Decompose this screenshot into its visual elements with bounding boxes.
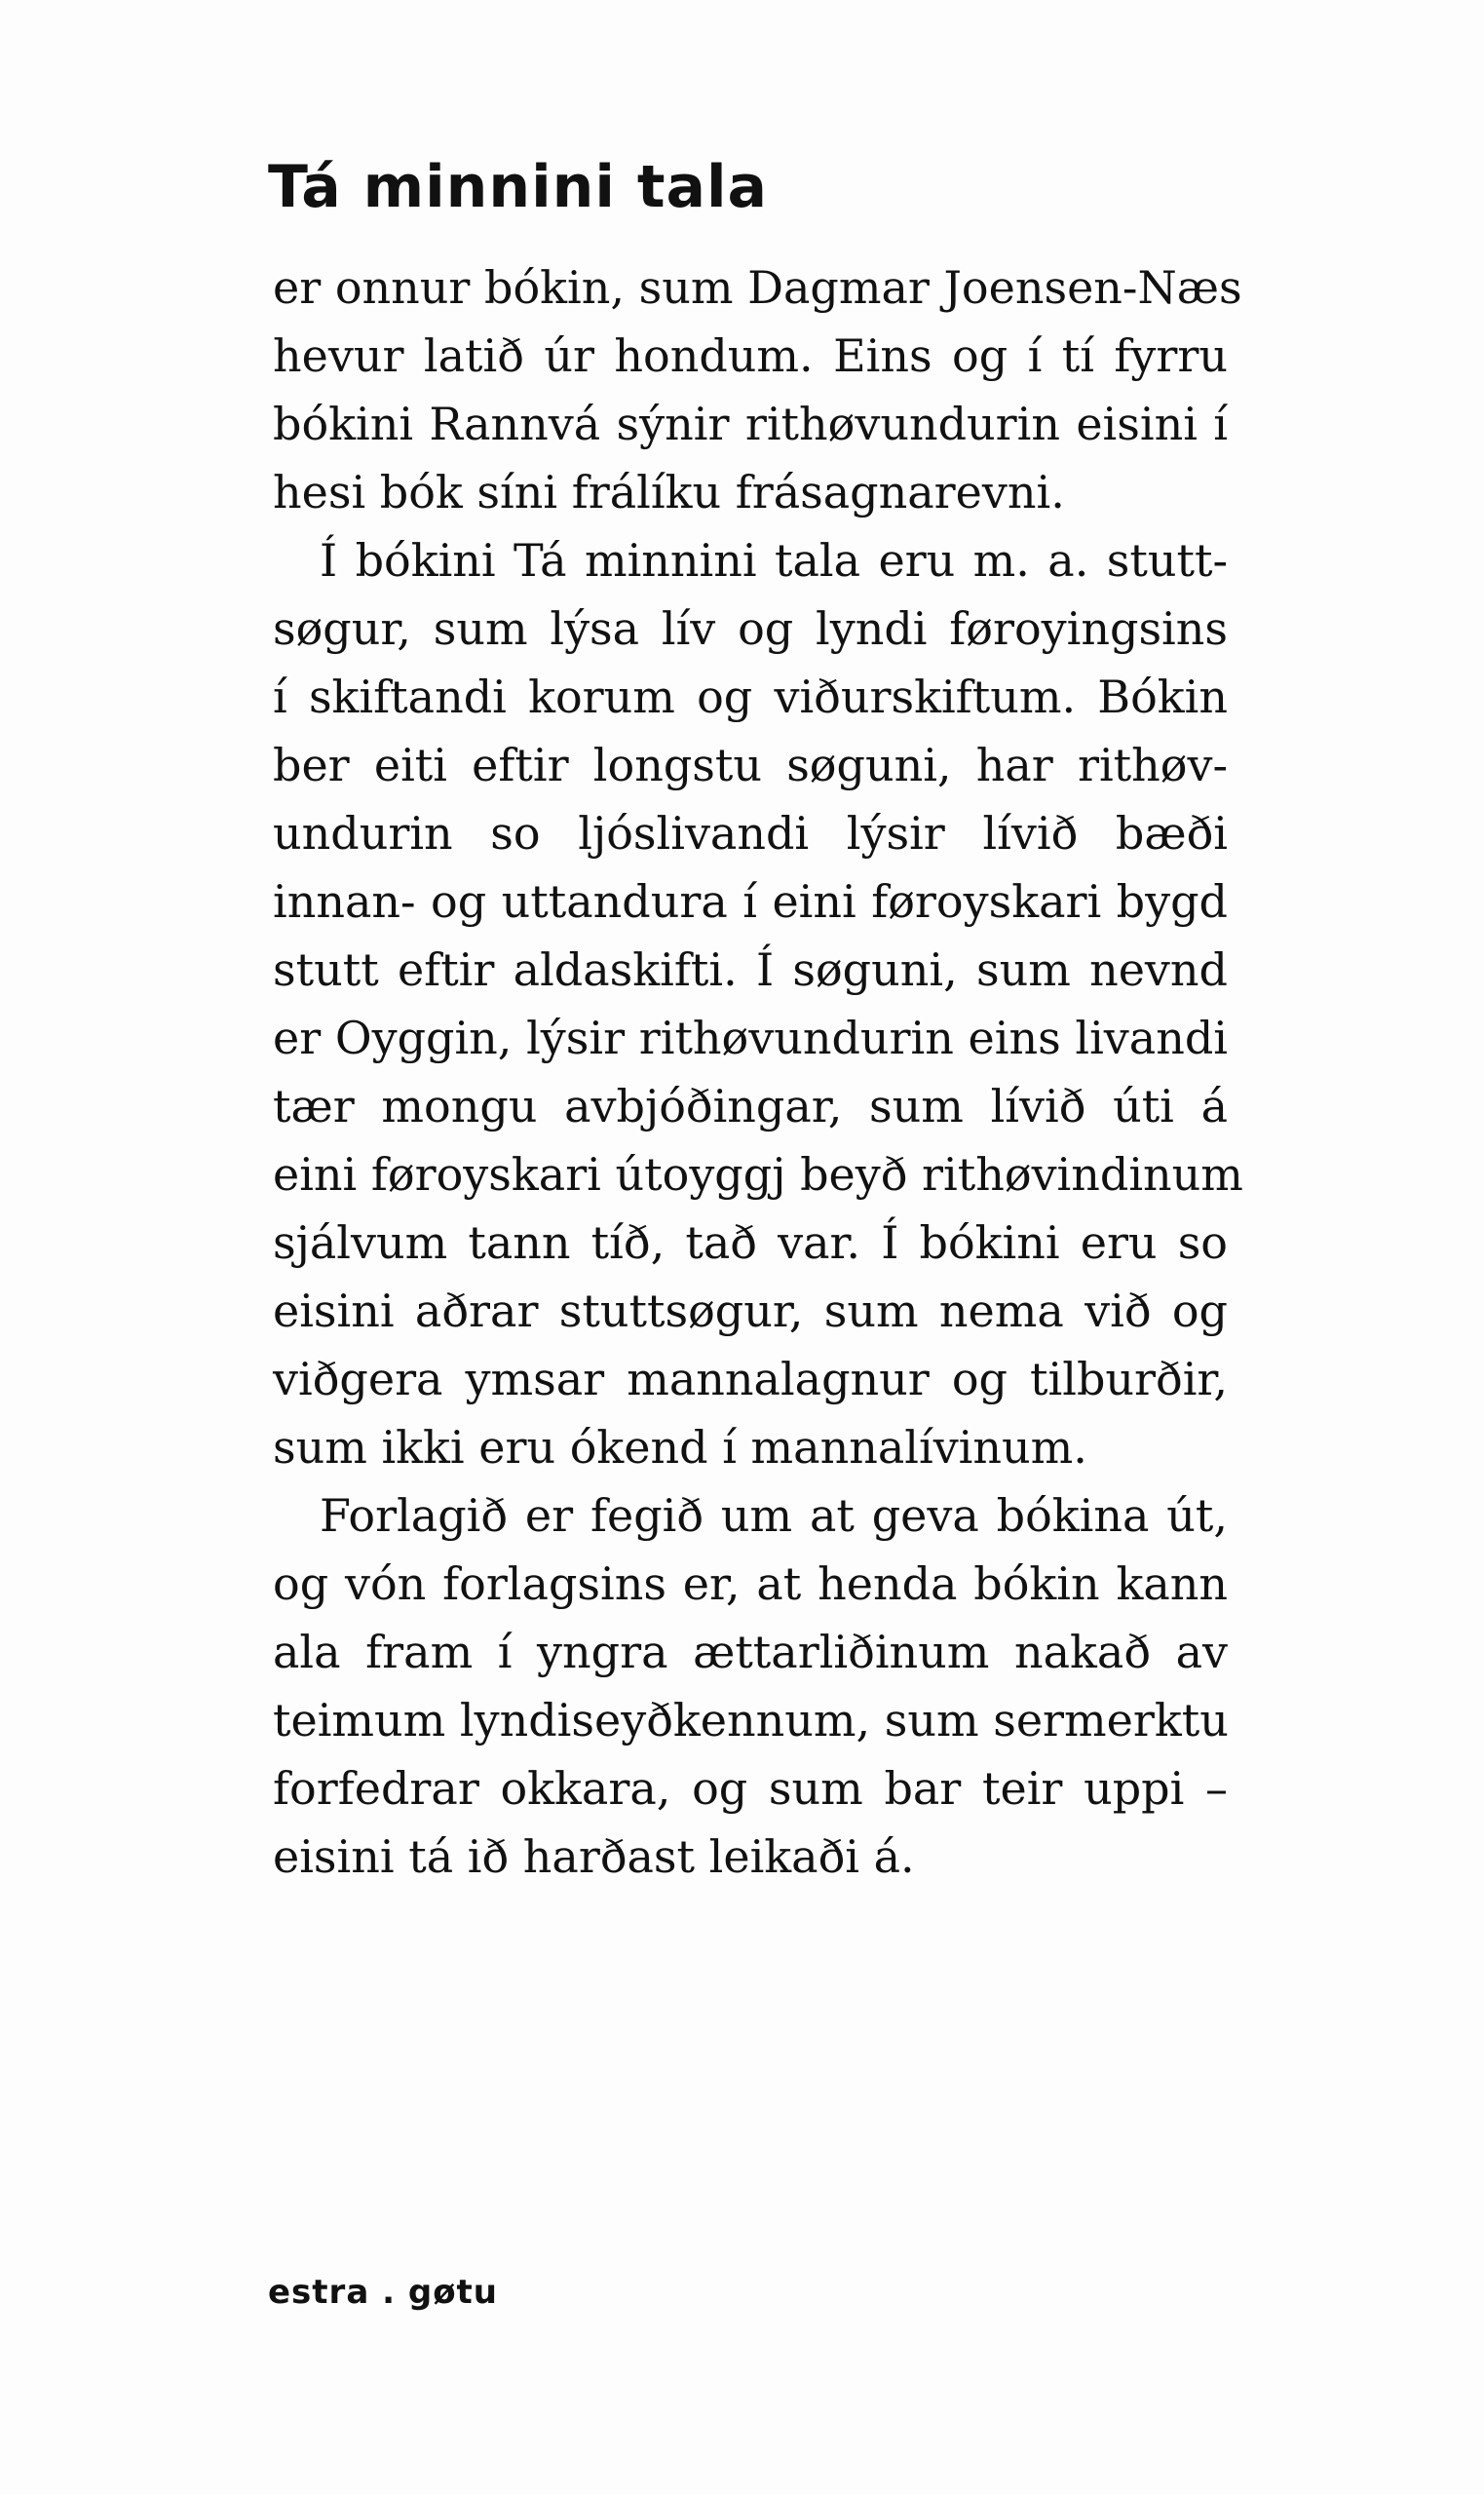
text-line: stutt eftir aldaskifti. Í søguni, sum nevnd (273, 943, 1228, 996)
text-line: er Oyggin, lýsir rithøvundurin eins livandi (273, 1012, 1228, 1064)
paragraph-1 (273, 253, 1242, 526)
text-line: og vón forlagsins er, at henda bókin kann (273, 1557, 1228, 1610)
text-line: forfedrar okkara, og sum bar teir uppi – (273, 1762, 1228, 1815)
text-line: ber eiti eftir longstu søguni, har rithøv- (273, 739, 1228, 791)
paragraph-3 (273, 1481, 1228, 1891)
text-line: ala fram í yngra ættarliðinum nakað av (273, 1626, 1228, 1678)
text-line: hesi bók síni frálíku frásagnarevni. (273, 466, 1065, 518)
text-line: tær mongu avbjóðingar, sum lívið úti á (273, 1080, 1228, 1132)
text-line: í skiftandi korum og viðurskiftum. Bókin (273, 671, 1228, 723)
text-line: er onnur bókin, sum Dagmar Joensen-Næs (273, 261, 1242, 314)
text-line: hevur latið úr hondum. Eins og í tí fyrru (273, 329, 1228, 382)
text-line: undurin so ljóslivandi lýsir lívið bæði (273, 807, 1228, 860)
text-line: sum ikki eru ókend í mannalívinum. (273, 1421, 1087, 1474)
publisher-imprint: estra . gøtu (268, 2273, 499, 2312)
blurb-text (273, 253, 1243, 1891)
paragraph-2 (273, 526, 1243, 1481)
text-line: innan- og uttandura í eini føroyskari bygd (273, 875, 1228, 928)
text-line: Í bókini Tá minnini tala eru m. a. stutt- (320, 534, 1228, 587)
text-line: viðgera ymsar mannalagnur og tilburðir, (273, 1353, 1228, 1405)
text-line: eisini aðrar stuttsøgur, sum nema við og (273, 1285, 1228, 1337)
book-title: Tá minnini tala (268, 153, 769, 221)
text-line: eisini tá ið harðast leikaði á. (273, 1830, 915, 1883)
text-line: Forlagið er fegið um at geva bókina út, (320, 1489, 1228, 1542)
text-line: søgur, sum lýsa lív og lyndi føroyingsins (273, 602, 1228, 655)
text-line: eini føroyskari útoyggj beyð rithøvindinum (273, 1148, 1243, 1201)
text-line: sjálvum tann tíð, tað var. Í bókini eru so (273, 1216, 1228, 1269)
text-line: teimum lyndiseyðkennum, sum sermerktu (273, 1694, 1229, 1746)
text-line: bókini Rannvá sýnir rithøvundurin eisini í (273, 398, 1228, 450)
